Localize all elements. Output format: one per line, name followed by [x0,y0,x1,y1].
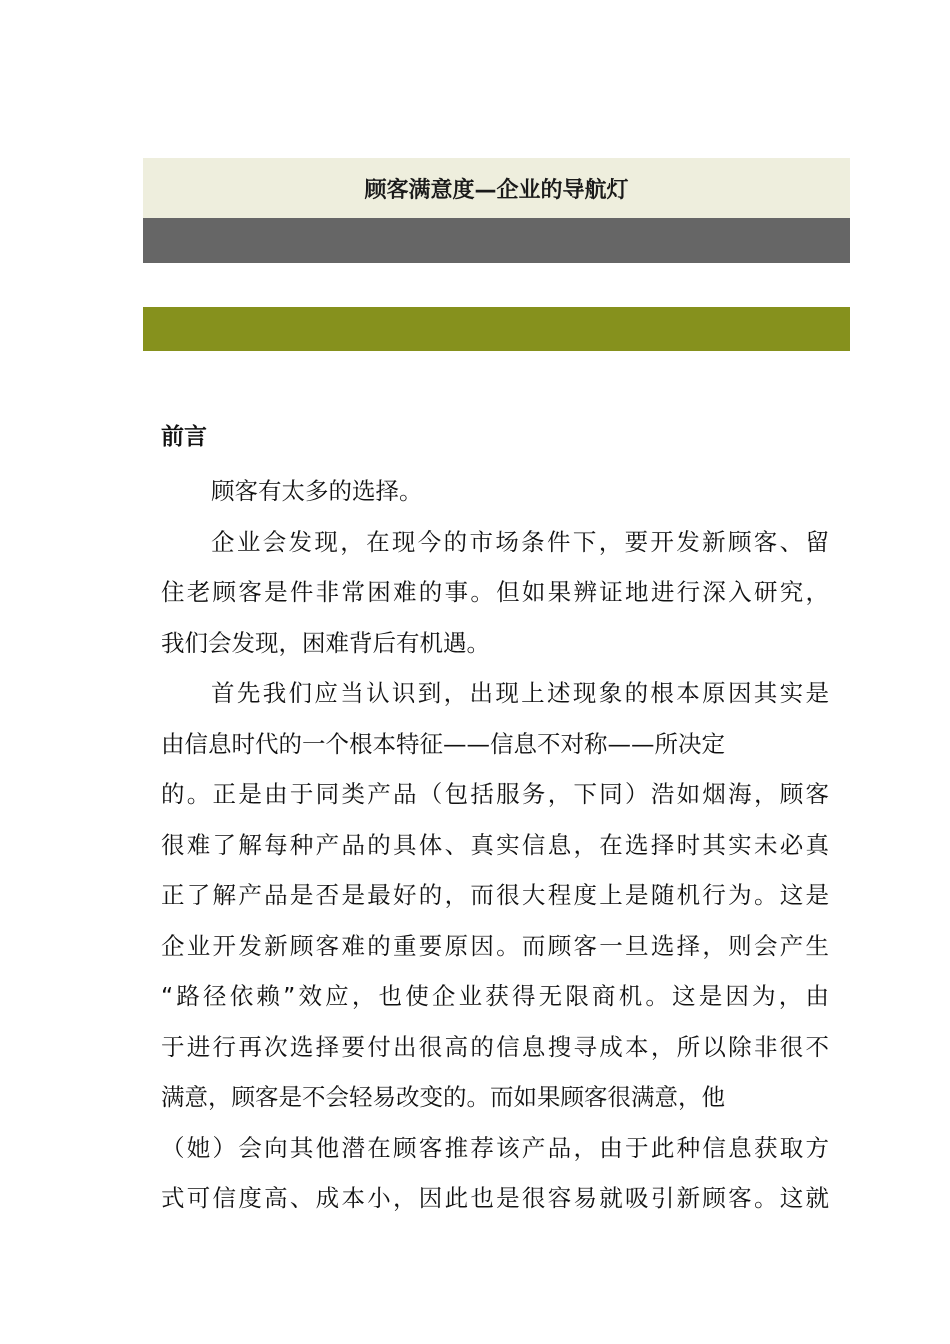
paragraph-line: （她）会向其他潜在顾客推荐该产品，由于此种信息获取方 [161,1133,829,1162]
gray-divider-bar [143,218,850,263]
paragraph-line: 很难了解每种产品的具体、真实信息，在选择时其实未必真 [161,830,829,859]
paragraph-line: 企业开发新顾客难的重要原因。而顾客一旦选择，则会产生 [161,931,829,960]
olive-divider-bar [143,307,850,351]
paragraph-line: 顾客有太多的选择。 [211,477,423,505]
paragraph-line: 的。正是由于同类产品（包括服务，下同）浩如烟海，顾客 [161,780,829,808]
document-title: 顾客满意度—企业的导航灯 [364,177,629,203]
paragraph-line: 式可信度高、成本小，因此也是很容易就吸引新顾客。这就 [161,1184,829,1212]
paragraph-line: 我们会发现，困难背后有机遇。 [161,628,490,657]
paragraph-line: 由信息时代的一个根本特征——信息不对称——所决定 [161,729,725,758]
paragraph-line: 正了解产品是否是最好的，而很大程度上是随机行为。这是 [161,881,829,909]
paragraph-line: “路径依赖”效应，也使企业获得无限商机。这是因为，由 [161,982,829,1010]
document-title-bar [143,158,850,218]
paragraph-line: 于进行再次选择要付出很高的信息搜寻成本，所以除非很不 [161,1032,829,1061]
section-heading: 前言 [161,424,207,450]
body-text [161,466,829,1224]
paragraph-line: 住老顾客是件非常困难的事。但如果辨证地进行深入研究， [161,578,829,606]
paragraph-line: 企业会发现，在现今的市场条件下，要开发新顾客、留 [211,527,829,556]
paragraph-line: 首先我们应当认识到，出现上述现象的根本原因其实是 [211,679,829,707]
paragraph-line: 满意，顾客是不会轻易改变的。而如果顾客很满意，他 [161,1083,725,1111]
